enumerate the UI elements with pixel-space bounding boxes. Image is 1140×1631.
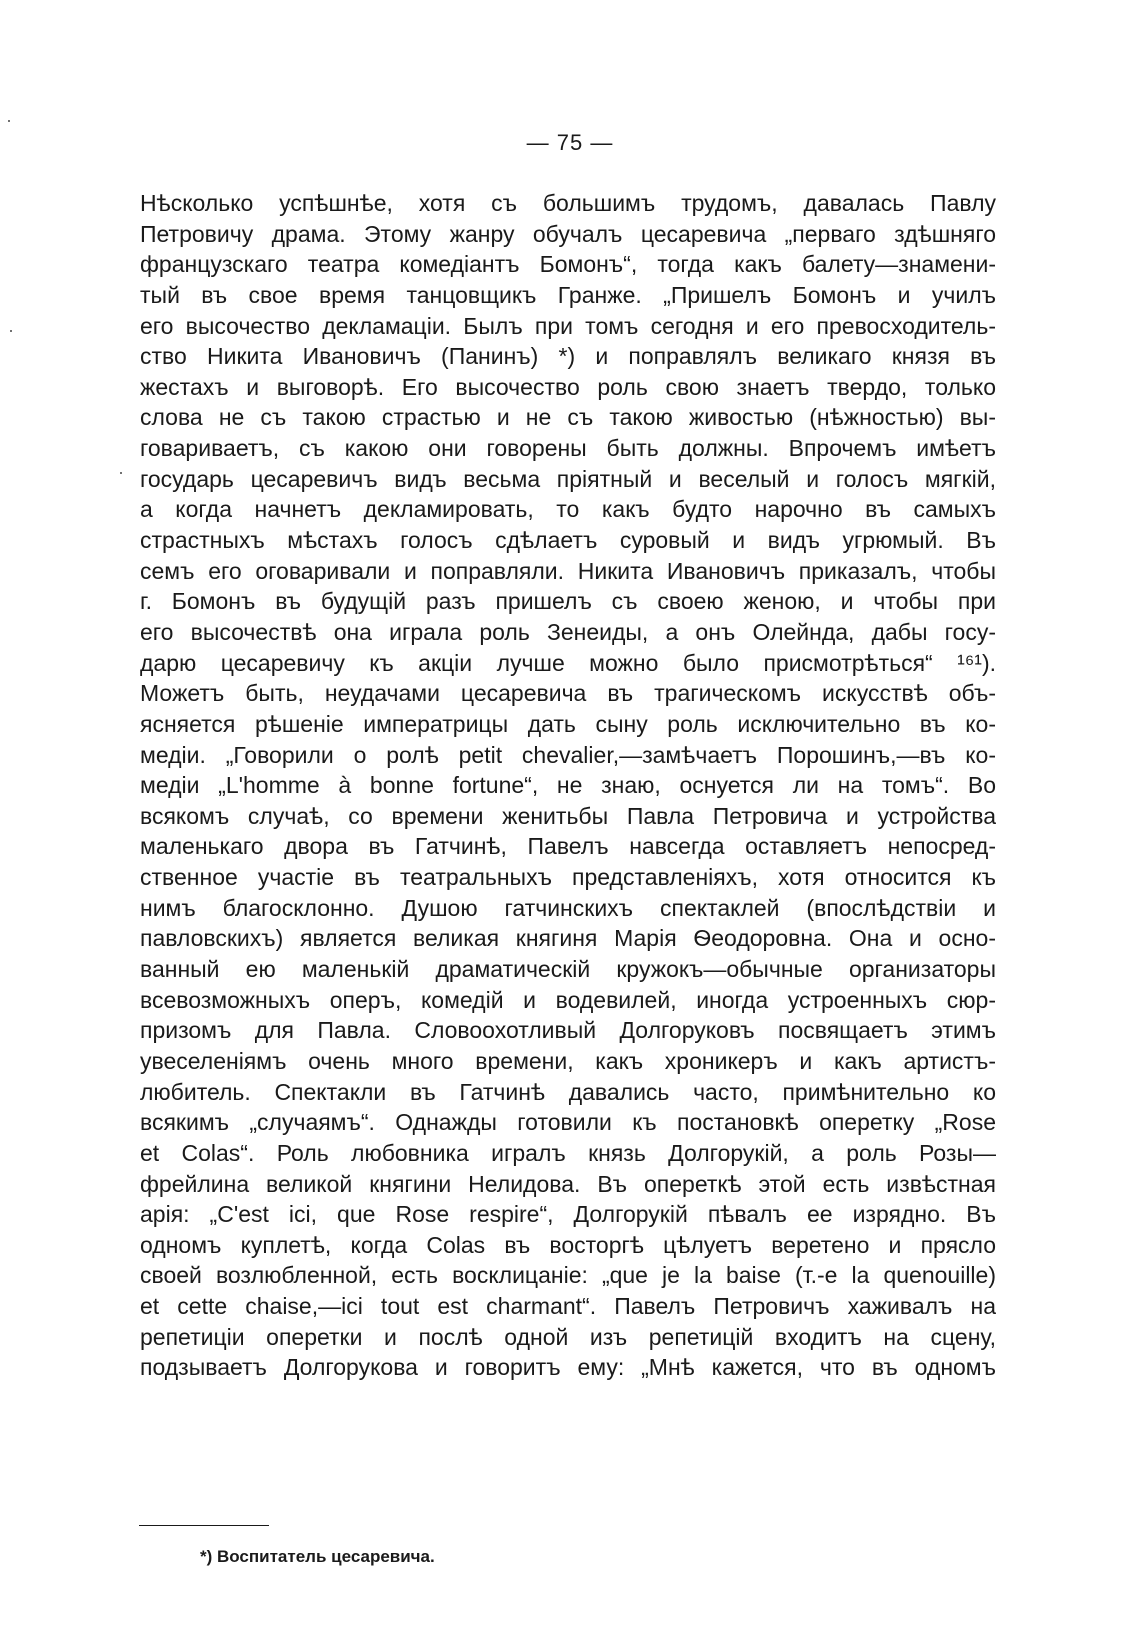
- scan-speck: [120, 472, 122, 474]
- text-line: его высочество декламаціи. Былъ при томъ сегодня и его превосходитель-: [140, 312, 996, 339]
- text-line: репетиціи оперетки и послѣ одной изъ репетицій входитъ на сцену,: [140, 1323, 996, 1350]
- body-text: [140, 188, 996, 1383]
- text-line: его высочествѣ она играла роль Зенеиды, а онъ Олейнда, дабы госу-: [140, 618, 996, 645]
- text-line: павловскихъ) является великая княгиня Марія Ѳеодоровна. Она и осно-: [140, 925, 996, 952]
- text-line: фрейлина великой княгини Нелидова. Въ опереткѣ этой есть извѣстная: [140, 1170, 996, 1197]
- text-line: государь цесаревичъ видъ весьма пріятный и веселый и голосъ мягкій,: [140, 465, 996, 492]
- text-line: подзываетъ Долгорукова и говоритъ ему: „Мнѣ кажется, что въ одномъ: [140, 1354, 996, 1381]
- text-line: своей возлюбленной, есть восклицаніе: „que je la baise (т.-е la quenouille): [140, 1262, 996, 1289]
- scan-speck: [10, 330, 12, 332]
- text-line: а когда начнетъ декламировать, то какъ будто нарочно въ самыхъ: [140, 496, 996, 523]
- text-line: всякомъ случаѣ, со времени женитьбы Павла Петровича и устройства: [140, 802, 996, 829]
- text-line: страстныхъ мѣстахъ голосъ сдѣлаетъ суровый и видъ угрюмый. Въ: [140, 527, 996, 554]
- text-line: медіи „L'homme à bonne fortune“, не знаю, оснуется ли на томъ“. Во: [140, 772, 996, 799]
- text-line: французскаго театра комедіантъ Бомонъ“, тогда какъ балету—знамени-: [140, 251, 996, 278]
- text-line: ванный ею маленькій драматическій кружокъ—обычные организаторы: [140, 956, 996, 983]
- text-line: маленькаго двора въ Гатчинѣ, Павелъ навсегда оставляетъ непосред-: [140, 833, 996, 860]
- text-line: Петровичу драма. Этому жанру обучалъ цесаревича „перваго здѣшняго: [140, 220, 996, 247]
- text-line: et cette chaise,—ici tout est charmant“. Павелъ Петровичъ хаживалъ на: [140, 1293, 996, 1320]
- text-line: слова не съ такою страстью и не съ такою живостью (нѣжностью) вы-: [140, 404, 996, 431]
- text-line: всякимъ „случаямъ“. Однажды готовили къ постановкѣ оперетку „Rose: [140, 1109, 996, 1136]
- text-line: арія: „C'est ici, que Rose respire“, Долгорукій пѣвалъ ее изрядно. Въ: [140, 1201, 996, 1228]
- page-number: — 75 —: [526, 130, 614, 155]
- text-line: увеселеніямъ очень много времени, какъ хроникеръ и какъ артистъ-: [140, 1047, 996, 1074]
- text-line: медіи. „Говорили о ролѣ petit chevalier,—замѣчаетъ Порошинъ,—въ ко-: [140, 741, 996, 768]
- text-line: нимъ благосклонно. Душою гатчинскихъ спектаклей (впослѣдствіи и: [140, 894, 996, 921]
- text-line: et Colas“. Роль любовника игралъ князь Долгорукій, а роль Розы—: [140, 1139, 996, 1166]
- scan-speck: [8, 120, 10, 122]
- text-line: всевозможныхъ оперъ, комедій и водевилей, иногда устроенныхъ сюр-: [140, 986, 996, 1013]
- text-line: любитель. Спектакли въ Гатчинѣ давались часто, примѣнительно ко: [140, 1078, 996, 1105]
- text-line: ясняется рѣшеніе императрицы дать сыну роль исключительно въ ко-: [140, 710, 996, 737]
- text-line: ственное участіе въ театральныхъ представленіяхъ, хотя относится къ: [140, 864, 996, 891]
- text-line: одномъ куплетѣ, когда Colas въ восторгѣ цѣлуетъ веретено и прясло: [140, 1231, 996, 1258]
- text-line: призомъ для Павла. Словоохотливый Долгоруковъ посвящаетъ этимъ: [140, 1017, 996, 1044]
- text-line: жестахъ и выговорѣ. Его высочество роль свою знаетъ твердо, только: [140, 373, 996, 400]
- footnote-divider: [139, 1525, 269, 1526]
- footnote: *) Воспитатель цесаревича.: [200, 1547, 435, 1566]
- text-line: говариваетъ, съ какою они говорены быть должны. Впрочемъ имѣетъ: [140, 435, 996, 462]
- text-line: Нѣсколько успѣшнѣе, хотя съ большимъ трудомъ, давалась Павлу: [140, 190, 996, 216]
- text-line: Можетъ быть, неудачами цесаревича въ трагическомъ искусствѣ объ-: [140, 680, 996, 707]
- text-line: г. Бомонъ въ будущій разъ пришелъ съ своею женою, и чтобы при: [140, 588, 996, 615]
- text-line: тый въ свое время танцовщикъ Гранже. „Пришелъ Бомонъ и училъ: [140, 281, 996, 308]
- text-line: ство Никита Ивановичъ (Панинъ) *) и поправлялъ великаго князя въ: [140, 343, 996, 370]
- text-line: дарю цесаревичу къ акціи лучше можно было присмотрѣться“ ¹⁶¹).: [140, 649, 996, 676]
- text-line: семъ его оговаривали и поправляли. Никита Ивановичъ приказалъ, чтобы: [140, 557, 996, 584]
